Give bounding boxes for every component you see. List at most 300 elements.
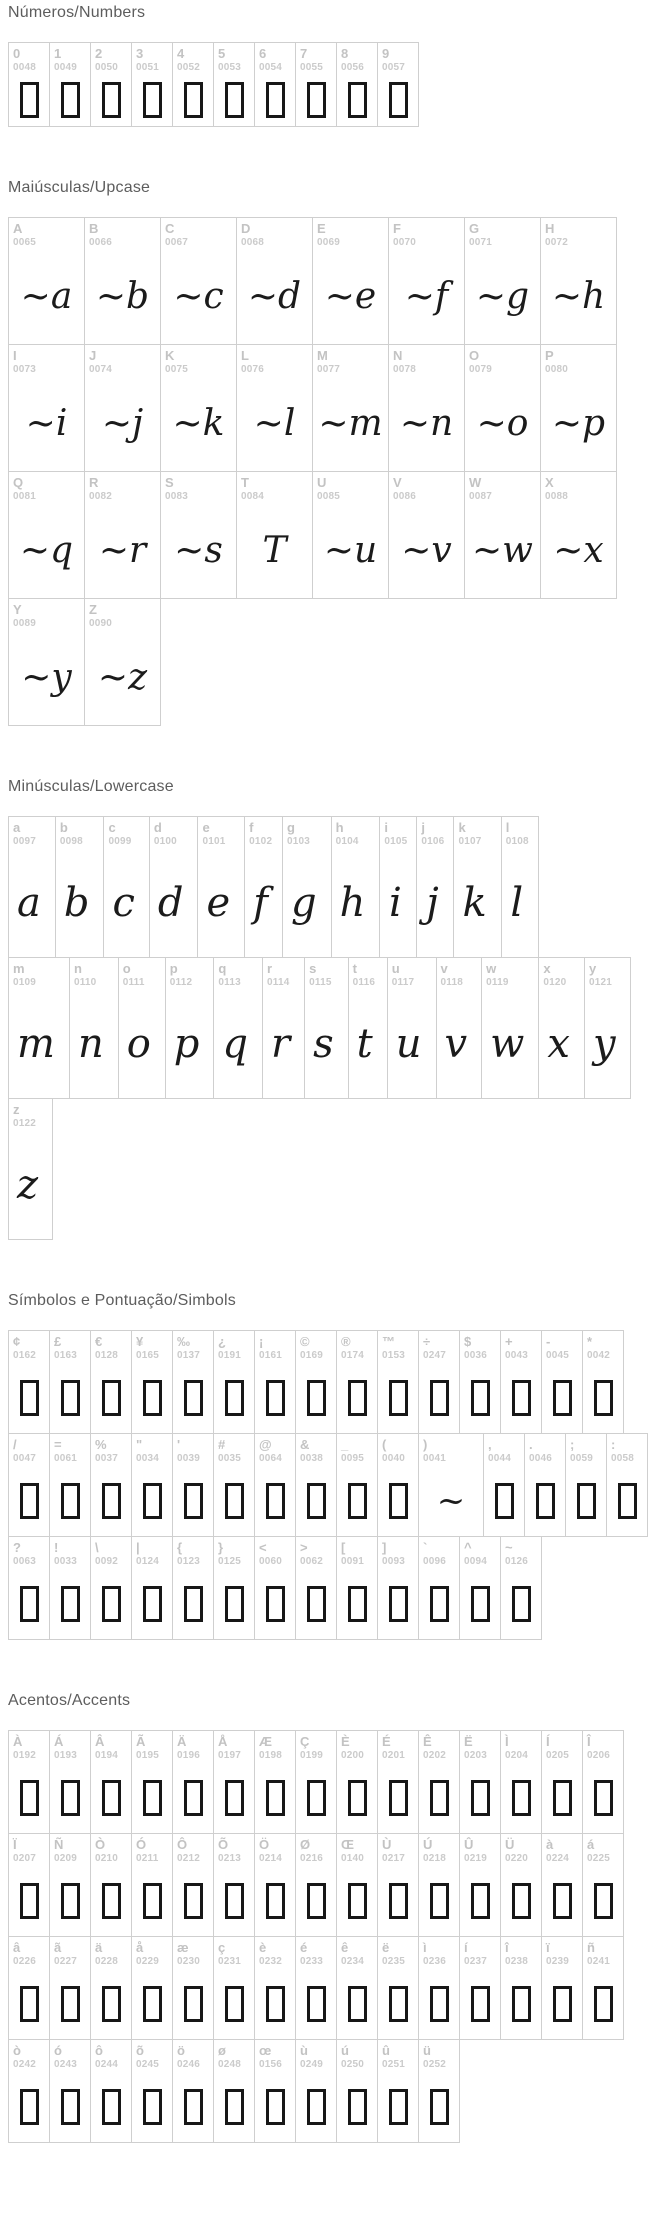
missing-glyph-box bbox=[143, 82, 162, 118]
glyph-area bbox=[255, 2071, 295, 2142]
cell-0194 bbox=[90, 1730, 132, 1834]
cell-code: 0191 bbox=[218, 1350, 242, 1361]
cell-code: 0113 bbox=[218, 977, 241, 988]
cell-head bbox=[305, 958, 342, 989]
cell-label: ú bbox=[341, 2043, 349, 2058]
missing-glyph-box bbox=[618, 1483, 637, 1519]
cell-head bbox=[465, 472, 540, 503]
missing-glyph-box bbox=[348, 82, 367, 118]
cell-code: 0054 bbox=[259, 62, 283, 73]
missing-glyph-box bbox=[184, 1780, 203, 1816]
cell-0224 bbox=[541, 1833, 583, 1937]
glyph-area bbox=[337, 1465, 377, 1536]
missing-glyph-box bbox=[225, 1780, 244, 1816]
glyph-area bbox=[419, 1865, 459, 1936]
cell-0238 bbox=[500, 1936, 542, 2040]
cell-label: Ñ bbox=[54, 1837, 64, 1852]
cell-label: Ò bbox=[95, 1837, 106, 1852]
missing-glyph-box bbox=[266, 1883, 285, 1919]
cell-code: 0080 bbox=[545, 364, 569, 375]
missing-glyph-box bbox=[389, 2089, 408, 2125]
glyph-script: r bbox=[271, 1020, 291, 1067]
cell-0195 bbox=[131, 1730, 173, 1834]
cell-label: 8 bbox=[341, 46, 349, 61]
cell-label: ã bbox=[54, 1940, 62, 1955]
cell-head bbox=[296, 1731, 336, 1762]
cell-code: 0210 bbox=[95, 1853, 119, 1864]
cell-0211 bbox=[131, 1833, 173, 1937]
cell-label: d bbox=[153, 820, 162, 835]
missing-glyph-box bbox=[389, 1483, 408, 1519]
glyph-area bbox=[349, 989, 381, 1098]
glyph-script: ~v bbox=[401, 529, 452, 571]
cell-code: 0078 bbox=[393, 364, 417, 375]
glyph-area bbox=[417, 848, 447, 957]
missing-glyph-box bbox=[20, 1780, 39, 1816]
missing-glyph-box bbox=[594, 1380, 613, 1416]
cell-code: 0243 bbox=[54, 2059, 78, 2070]
cell-head bbox=[255, 43, 295, 74]
glyph-script: s bbox=[313, 1020, 334, 1067]
glyph-area bbox=[173, 1865, 213, 1936]
cell-head bbox=[542, 1731, 582, 1762]
glyph-area bbox=[305, 989, 342, 1098]
cell-head bbox=[161, 345, 236, 376]
cell-head bbox=[132, 1434, 172, 1465]
cell-code: 0206 bbox=[587, 1750, 611, 1761]
glyph-script: e bbox=[206, 879, 231, 926]
missing-glyph-box bbox=[102, 2089, 121, 2125]
missing-glyph-box bbox=[225, 1483, 244, 1519]
glyph-area bbox=[460, 1865, 500, 1936]
cell-head bbox=[237, 345, 312, 376]
cell-head bbox=[237, 472, 312, 503]
cell-code: 0192 bbox=[13, 1750, 37, 1761]
cell-head bbox=[378, 1937, 418, 1968]
cell-code: 0059 bbox=[570, 1453, 594, 1464]
cell-label: 1 bbox=[54, 46, 62, 61]
cell-code: 0153 bbox=[382, 1350, 406, 1361]
cell-code: 0071 bbox=[469, 237, 493, 248]
cell-head bbox=[380, 817, 410, 848]
cell-0241 bbox=[582, 1936, 624, 2040]
cell-0067 bbox=[160, 217, 237, 345]
cell-0196 bbox=[172, 1730, 214, 1834]
cell-0123 bbox=[172, 1536, 214, 1640]
cell-label: ? bbox=[13, 1540, 21, 1555]
cell-head bbox=[542, 1834, 582, 1865]
cell-head bbox=[91, 1434, 131, 1465]
missing-glyph-box bbox=[102, 1483, 121, 1519]
cell-head bbox=[9, 1537, 49, 1568]
glyph-script: ~m bbox=[318, 402, 383, 444]
cell-head bbox=[173, 1731, 213, 1762]
cell-head bbox=[173, 1937, 213, 1968]
glyph-script: ~n bbox=[399, 402, 454, 444]
cell-code: 0043 bbox=[505, 1350, 529, 1361]
cell-code: 0245 bbox=[136, 2059, 160, 2070]
missing-glyph-box bbox=[143, 1483, 162, 1519]
glyph-area bbox=[198, 848, 238, 957]
cell-head bbox=[389, 218, 464, 249]
glyph-area bbox=[484, 1465, 524, 1536]
cell-code: 0118 bbox=[440, 977, 464, 988]
missing-glyph-box bbox=[307, 1380, 326, 1416]
cell-label: : bbox=[611, 1437, 616, 1452]
glyph-area bbox=[419, 1465, 483, 1536]
glyph-area bbox=[465, 249, 540, 344]
cell-code: 0219 bbox=[464, 1853, 488, 1864]
glyph-script: i bbox=[388, 879, 402, 926]
glyph-area bbox=[214, 1568, 254, 1639]
cell-code: 0212 bbox=[177, 1853, 201, 1864]
cell-label: 6 bbox=[259, 46, 267, 61]
cell-head bbox=[119, 958, 159, 989]
glyph-area bbox=[255, 1865, 295, 1936]
cell-head bbox=[50, 1834, 90, 1865]
cell-0096 bbox=[418, 1536, 460, 1640]
glyph-area bbox=[255, 1465, 295, 1536]
glyph-area bbox=[9, 1762, 49, 1833]
glyph-area bbox=[460, 1762, 500, 1833]
missing-glyph-box bbox=[143, 2089, 162, 2125]
cell-code: 0066 bbox=[89, 237, 113, 248]
cell-head bbox=[91, 2040, 131, 2071]
glyph-script: ~a bbox=[20, 275, 73, 317]
cell-0063 bbox=[8, 1536, 50, 1640]
missing-glyph-box bbox=[553, 1780, 572, 1816]
cell-head bbox=[566, 1434, 606, 1465]
cell-label: £ bbox=[54, 1334, 62, 1349]
cell-head bbox=[337, 1537, 377, 1568]
cell-head bbox=[91, 1731, 131, 1762]
missing-glyph-box bbox=[594, 1780, 613, 1816]
missing-glyph-box bbox=[61, 1986, 80, 2022]
cell-label: Á bbox=[54, 1734, 64, 1749]
glyph-area bbox=[296, 1362, 336, 1433]
cell-0055 bbox=[295, 42, 337, 127]
missing-glyph-box bbox=[184, 1883, 203, 1919]
missing-glyph-box bbox=[20, 1483, 39, 1519]
glyph-script: ~d bbox=[247, 275, 302, 317]
cell-0121 bbox=[584, 957, 631, 1099]
cell-0246 bbox=[172, 2039, 214, 2143]
cell-code: 0056 bbox=[341, 62, 365, 73]
cell-0092 bbox=[90, 1536, 132, 1640]
missing-glyph-box bbox=[266, 1986, 285, 2022]
glyph-area bbox=[132, 1762, 172, 1833]
cell-code: 0049 bbox=[54, 62, 78, 73]
cell-0058 bbox=[606, 1433, 648, 1537]
cell-label: ñ bbox=[587, 1940, 595, 1955]
cell-0225 bbox=[582, 1833, 624, 1937]
cell-head bbox=[9, 218, 84, 249]
cell-code: 0123 bbox=[177, 1556, 201, 1567]
glyph-area bbox=[132, 2071, 172, 2142]
glyph-row bbox=[8, 1098, 53, 1240]
cell-code: 0102 bbox=[249, 836, 273, 847]
cell-label: ô bbox=[95, 2043, 103, 2058]
cell-label: K bbox=[165, 348, 175, 363]
cell-code: 0041 bbox=[423, 1453, 447, 1464]
cell-0052 bbox=[172, 42, 214, 127]
cell-0202 bbox=[418, 1730, 460, 1834]
glyph-row bbox=[8, 816, 539, 958]
cell-0124 bbox=[131, 1536, 173, 1640]
cell-code: 0218 bbox=[423, 1853, 447, 1864]
cell-0239 bbox=[541, 1936, 583, 2040]
glyph-area bbox=[9, 1465, 49, 1536]
cell-0218 bbox=[418, 1833, 460, 1937]
cell-label: ¡ bbox=[259, 1334, 264, 1349]
glyph-area bbox=[132, 1465, 172, 1536]
cell-code: 0063 bbox=[13, 1556, 37, 1567]
cell-code: 0249 bbox=[300, 2059, 324, 2070]
cell-label: é bbox=[300, 1940, 308, 1955]
cell-code: 0203 bbox=[464, 1750, 488, 1761]
cell-head bbox=[9, 817, 49, 848]
missing-glyph-box bbox=[389, 1780, 408, 1816]
cell-code: 0220 bbox=[505, 1853, 529, 1864]
missing-glyph-box bbox=[61, 1483, 80, 1519]
glyph-row bbox=[8, 1730, 624, 1834]
cell-code: 0252 bbox=[423, 2059, 447, 2070]
cell-head bbox=[161, 218, 236, 249]
cell-head bbox=[501, 1731, 541, 1762]
cell-code: 0204 bbox=[505, 1750, 529, 1761]
cell-code: 0214 bbox=[259, 1853, 283, 1864]
cell-head bbox=[50, 1434, 90, 1465]
cell-code: 0053 bbox=[218, 62, 242, 73]
missing-glyph-box bbox=[553, 1986, 572, 2022]
cell-head bbox=[583, 1731, 623, 1762]
glyph-area bbox=[583, 1362, 623, 1433]
missing-glyph-box bbox=[348, 1780, 367, 1816]
cell-label: û bbox=[382, 2043, 390, 2058]
cell-head bbox=[332, 817, 374, 848]
cell-label: z bbox=[13, 1102, 20, 1117]
glyph-script: ~k bbox=[172, 402, 225, 444]
cell-label: X bbox=[545, 475, 554, 490]
cell-0205 bbox=[541, 1730, 583, 1834]
cell-0128 bbox=[90, 1330, 132, 1434]
cell-head bbox=[263, 958, 298, 989]
cell-label: æ bbox=[177, 1940, 189, 1955]
cell-label: p bbox=[169, 961, 178, 976]
missing-glyph-box bbox=[348, 2089, 367, 2125]
cell-0076 bbox=[236, 344, 313, 472]
glyph-area bbox=[542, 1362, 582, 1433]
glyph-script: m bbox=[17, 1020, 55, 1067]
cell-code: 0140 bbox=[341, 1853, 365, 1864]
glyph-area bbox=[255, 74, 295, 126]
cell-code: 0137 bbox=[177, 1350, 201, 1361]
cell-label: b bbox=[59, 820, 68, 835]
cell-code: 0084 bbox=[241, 491, 265, 502]
cell-0100 bbox=[149, 816, 199, 958]
cell-head bbox=[583, 1937, 623, 1968]
cell-code: 0070 bbox=[393, 237, 417, 248]
cell-head bbox=[296, 1537, 336, 1568]
glyph-area bbox=[9, 1568, 49, 1639]
cell-code: 0086 bbox=[393, 491, 417, 502]
cell-0243 bbox=[49, 2039, 91, 2143]
cell-head bbox=[337, 1834, 377, 1865]
missing-glyph-box bbox=[307, 1986, 326, 2022]
glyph-area bbox=[296, 1968, 336, 2039]
missing-glyph-box bbox=[430, 1986, 449, 2022]
cell-0165 bbox=[131, 1330, 173, 1434]
cell-label: Ó bbox=[136, 1837, 147, 1852]
missing-glyph-box bbox=[495, 1483, 514, 1519]
cell-label: w bbox=[486, 961, 497, 976]
cell-0083 bbox=[160, 471, 237, 599]
cell-0125 bbox=[213, 1536, 255, 1640]
glyph-area bbox=[85, 249, 160, 344]
cell-label: H bbox=[545, 221, 555, 236]
cell-0249 bbox=[295, 2039, 337, 2143]
glyph-script: g bbox=[290, 879, 317, 926]
glyph-script: n bbox=[77, 1020, 104, 1067]
cell-label: % bbox=[95, 1437, 107, 1452]
cell-code: 0232 bbox=[259, 1956, 283, 1967]
missing-glyph-box bbox=[430, 1380, 449, 1416]
cell-0080 bbox=[540, 344, 617, 472]
cell-code: 0201 bbox=[382, 1750, 406, 1761]
cell-code: 0248 bbox=[218, 2059, 242, 2070]
cell-head bbox=[173, 1434, 213, 1465]
glyph-area bbox=[173, 1762, 213, 1833]
missing-glyph-box bbox=[266, 1483, 285, 1519]
glyph-area bbox=[380, 848, 410, 957]
cell-head bbox=[9, 1434, 49, 1465]
glyph-script: T bbox=[262, 529, 287, 571]
glyph-row bbox=[8, 344, 617, 472]
cell-label: s bbox=[309, 961, 317, 976]
cell-label: Å bbox=[218, 1734, 228, 1749]
glyph-area bbox=[9, 2071, 49, 2142]
cell-head bbox=[85, 599, 160, 630]
cell-code: 0097 bbox=[13, 836, 37, 847]
cell-0234 bbox=[336, 1936, 378, 2040]
cell-0120 bbox=[538, 957, 585, 1099]
cell-code: 0244 bbox=[95, 2059, 119, 2070]
glyph-area bbox=[56, 848, 98, 957]
glyph-area bbox=[173, 1465, 213, 1536]
glyph-area bbox=[214, 74, 254, 126]
cell-code: 0052 bbox=[177, 62, 201, 73]
cell-head bbox=[214, 1937, 254, 1968]
missing-glyph-box bbox=[102, 1883, 121, 1919]
cell-label: ] bbox=[382, 1540, 387, 1555]
missing-glyph-box bbox=[266, 1586, 285, 1622]
cell-label: ö bbox=[177, 2043, 185, 2058]
missing-glyph-box bbox=[512, 1986, 531, 2022]
missing-glyph-box bbox=[471, 1586, 490, 1622]
cell-head bbox=[419, 1331, 459, 1362]
cell-label: x bbox=[543, 961, 551, 976]
cell-0060 bbox=[254, 1536, 296, 1640]
cell-0216 bbox=[295, 1833, 337, 1937]
missing-glyph-box bbox=[61, 1586, 80, 1622]
cell-0065 bbox=[8, 217, 85, 345]
cell-label: î bbox=[505, 1940, 509, 1955]
cell-label: l bbox=[505, 820, 510, 835]
cell-code: 0037 bbox=[95, 1453, 119, 1464]
cell-code: 0216 bbox=[300, 1853, 324, 1864]
glyph-area bbox=[378, 1362, 418, 1433]
cell-head bbox=[419, 1537, 459, 1568]
cell-0049 bbox=[49, 42, 91, 127]
cell-code: 0057 bbox=[382, 62, 406, 73]
cell-code: 0058 bbox=[611, 1453, 635, 1464]
glyph-script: w bbox=[490, 1020, 525, 1067]
missing-glyph-box bbox=[143, 1586, 162, 1622]
glyph-area bbox=[296, 1568, 336, 1639]
cell-code: 0087 bbox=[469, 491, 493, 502]
missing-glyph-box bbox=[20, 1586, 39, 1622]
cell-code: 0174 bbox=[341, 1350, 365, 1361]
cell-head bbox=[337, 1731, 377, 1762]
cell-0212 bbox=[172, 1833, 214, 1937]
glyph-script: ~p bbox=[551, 402, 606, 444]
glyph-row bbox=[8, 1536, 542, 1640]
missing-glyph-box bbox=[430, 1586, 449, 1622]
cell-0219 bbox=[459, 1833, 501, 1937]
cell-code: 0110 bbox=[73, 977, 97, 988]
glyph-area bbox=[50, 1865, 90, 1936]
cell-label: Ï bbox=[13, 1837, 17, 1852]
cell-label: F bbox=[393, 221, 401, 236]
cell-label: ä bbox=[95, 1940, 103, 1955]
cell-code: 0250 bbox=[341, 2059, 365, 2070]
glyph-area bbox=[539, 989, 578, 1098]
cell-code: 0246 bbox=[177, 2059, 201, 2070]
cell-label: ' bbox=[177, 1437, 181, 1452]
glyph-area bbox=[173, 1968, 213, 2039]
cell-0044 bbox=[483, 1433, 525, 1537]
cell-label: { bbox=[177, 1540, 183, 1555]
cell-head bbox=[417, 817, 447, 848]
glyph-area bbox=[91, 1568, 131, 1639]
glyph-script: ~l bbox=[253, 402, 296, 444]
cell-label: / bbox=[13, 1437, 17, 1452]
glyph-area bbox=[132, 1568, 172, 1639]
cell-label: # bbox=[218, 1437, 226, 1452]
cell-code: 0051 bbox=[136, 62, 160, 73]
missing-glyph-box bbox=[512, 1380, 531, 1416]
cell-code: 0169 bbox=[300, 1350, 324, 1361]
cell-label: ï bbox=[546, 1940, 550, 1955]
cell-code: 0099 bbox=[108, 836, 132, 847]
cell-label: A bbox=[13, 221, 23, 236]
missing-glyph-box bbox=[389, 1586, 408, 1622]
cell-code: 0165 bbox=[136, 1350, 160, 1361]
missing-glyph-box bbox=[307, 2089, 326, 2125]
cell-label: € bbox=[95, 1334, 103, 1349]
cell-head bbox=[337, 1434, 377, 1465]
cell-0217 bbox=[377, 1833, 419, 1937]
glyph-area bbox=[9, 249, 84, 344]
glyph-area bbox=[482, 989, 532, 1098]
cell-0075 bbox=[160, 344, 237, 472]
glyph-area bbox=[263, 989, 298, 1098]
cell-0220 bbox=[500, 1833, 542, 1937]
cell-0093 bbox=[377, 1536, 419, 1640]
cell-0053 bbox=[213, 42, 255, 127]
cell-code: 0103 bbox=[286, 836, 311, 847]
glyph-area bbox=[296, 1762, 336, 1833]
